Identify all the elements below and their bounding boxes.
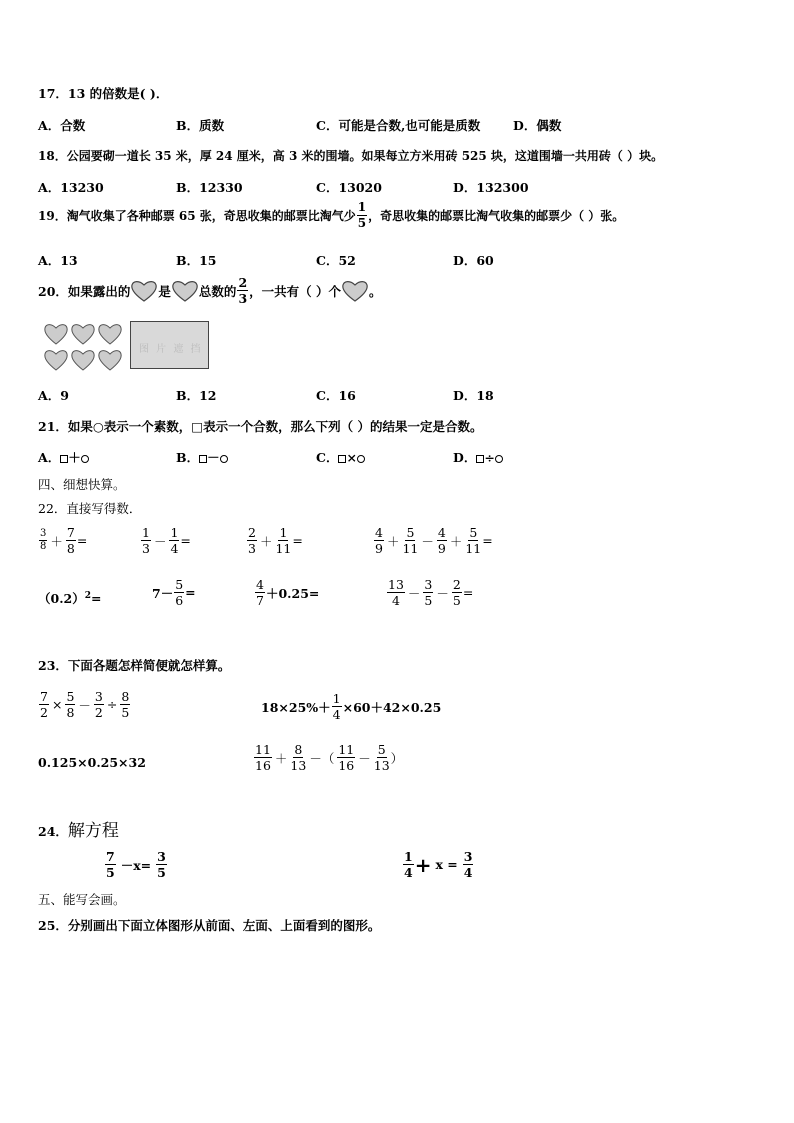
q24-equation-1: 7 5 －x= $\frac{3}{5}$ (106, 849, 166, 881)
q22-expr-4: 4 9 ＋ 5 11 － 4 9 ＋ $\frac{5}{11}$ = (375, 525, 493, 557)
circle-icon (220, 455, 228, 463)
q23-expr-3: 0.125×0.25×32 (38, 755, 146, 770)
hearts-group-icon (42, 320, 126, 372)
q23-stem: 23．下面各题怎样简便就怎样算。 (38, 658, 231, 673)
q18-option-b[interactable]: B．12330 (176, 180, 243, 195)
q22-expr-5: $(0.2)^2=$ (38, 590, 102, 606)
q20-option-d[interactable]: D．18 (453, 388, 494, 403)
q19-stem-part1: 19．淘气收集了各种邮票 65 张，奇思收集的邮票比淘气少 (38, 208, 356, 223)
heart-icon (341, 279, 369, 303)
q22-expr-6: 7－ $\frac{5}{6}$ = (152, 577, 196, 609)
q18-option-c[interactable]: C．13020 (316, 180, 382, 195)
covered-box: 图 片 遮 挡 (130, 321, 209, 369)
q22-expr-2: 1 3 － $\frac{1}{4}$ = (142, 525, 191, 557)
q20-option-c[interactable]: C．16 (316, 388, 356, 403)
q17-option-c[interactable]: C．可能是合数,也可能是质数 (316, 118, 481, 133)
q18-option-d[interactable]: D．132300 (453, 180, 529, 195)
q19-option-c[interactable]: C．52 (316, 253, 356, 268)
q22-expr-1: 3 8 ＋ $\frac{7}{8}$ = (40, 525, 88, 557)
q19-option-d[interactable]: D．60 (453, 253, 494, 268)
q19-stem (38, 201, 624, 229)
square-icon (199, 455, 207, 463)
q17-option-b[interactable]: B．质数 (176, 118, 225, 133)
q19-option-a[interactable]: A．13 (38, 253, 78, 268)
circle-icon (81, 455, 89, 463)
q17-option-d[interactable]: D．偶数 (513, 118, 562, 133)
q20-option-a[interactable]: A．9 (38, 388, 69, 403)
q22-stem: 22．直接写得数． (38, 501, 142, 516)
q19-option-b[interactable]: B．15 (176, 253, 217, 268)
q17-option-a[interactable]: A．合数 (38, 118, 86, 133)
q20-fraction: 2 3 (238, 275, 248, 307)
q20-stem-part5: 。 (369, 283, 382, 299)
q20-stem-part2: 是 (158, 283, 171, 299)
q23-expr-4: 11 16 ＋ 8 13 －（ 11 16 － 5 13 ） (255, 742, 404, 774)
q22-expr-7: 4 7 ＋0.25= (256, 577, 320, 609)
q20-stem-part3: 总数的 (198, 283, 237, 299)
q22-expr-8: 13 4 － 3 5 － $\frac{2}{5}$ = (388, 577, 474, 609)
q20-option-b[interactable]: B．12 (176, 388, 217, 403)
circle-icon (495, 455, 503, 463)
q25-stem: 25．分别画出下面立体图形从前面、左面、上面看到的图形。 (38, 918, 381, 933)
q20-stem (38, 276, 382, 305)
q21-option-d[interactable]: D． ÷ (453, 448, 503, 466)
square-icon (60, 455, 68, 463)
q23-expr-1: $\frac{7}{2}$ × $\frac{5}{8}$ － $\frac{3}{2}$ ÷ $\frac{8}{5}$ (40, 689, 130, 721)
q23-expr-2: 18×25%＋ $\frac{1}{4}$ ×60＋42×0.25 (261, 691, 442, 723)
q21-stem: 21．如果○表示一个素数，□表示一个合数，那么下列（ ）的结果一定是合数。 (38, 419, 483, 434)
q22-expr-3: 2 3 ＋ $\frac{1}{11}$ = (248, 525, 303, 557)
q24-equation-2: 1 4 + x = $\frac{3}{4}$ (404, 849, 473, 881)
q17-stem: 17．13 的倍数是( )． (38, 86, 169, 101)
q24-heading: 24．解方程 (38, 821, 119, 841)
q19-fraction: 1 5 (357, 200, 367, 230)
section-4-heading: 四、细想快算。 (38, 477, 126, 492)
heart-icon (171, 279, 199, 303)
q20-hearts-figure (42, 320, 126, 375)
q21-option-b[interactable]: B． － (176, 448, 228, 466)
q21-option-a[interactable]: A． ＋ (38, 448, 89, 466)
section-5-heading: 五、能写会画。 (38, 892, 126, 907)
q21-option-c[interactable]: C． × (316, 448, 365, 466)
q19-stem-part2: ，奇思收集的邮票比淘气收集的邮票少（ ）张。 (368, 208, 625, 223)
q20-stem-part4: ，一共有（ ）个 (249, 283, 341, 299)
q18-stem: 18．公园要砌一道长 35 米，厚 24 厘米，高 3 米的围墙。如果每立方米用砖 525 块，这道围墙一共用砖（ ）块。 (38, 149, 664, 163)
circle-icon (357, 455, 365, 463)
heart-icon (130, 279, 158, 303)
q20-stem-part1: 20．如果露出的 (38, 283, 131, 299)
q18-option-a[interactable]: A．13230 (38, 180, 104, 195)
